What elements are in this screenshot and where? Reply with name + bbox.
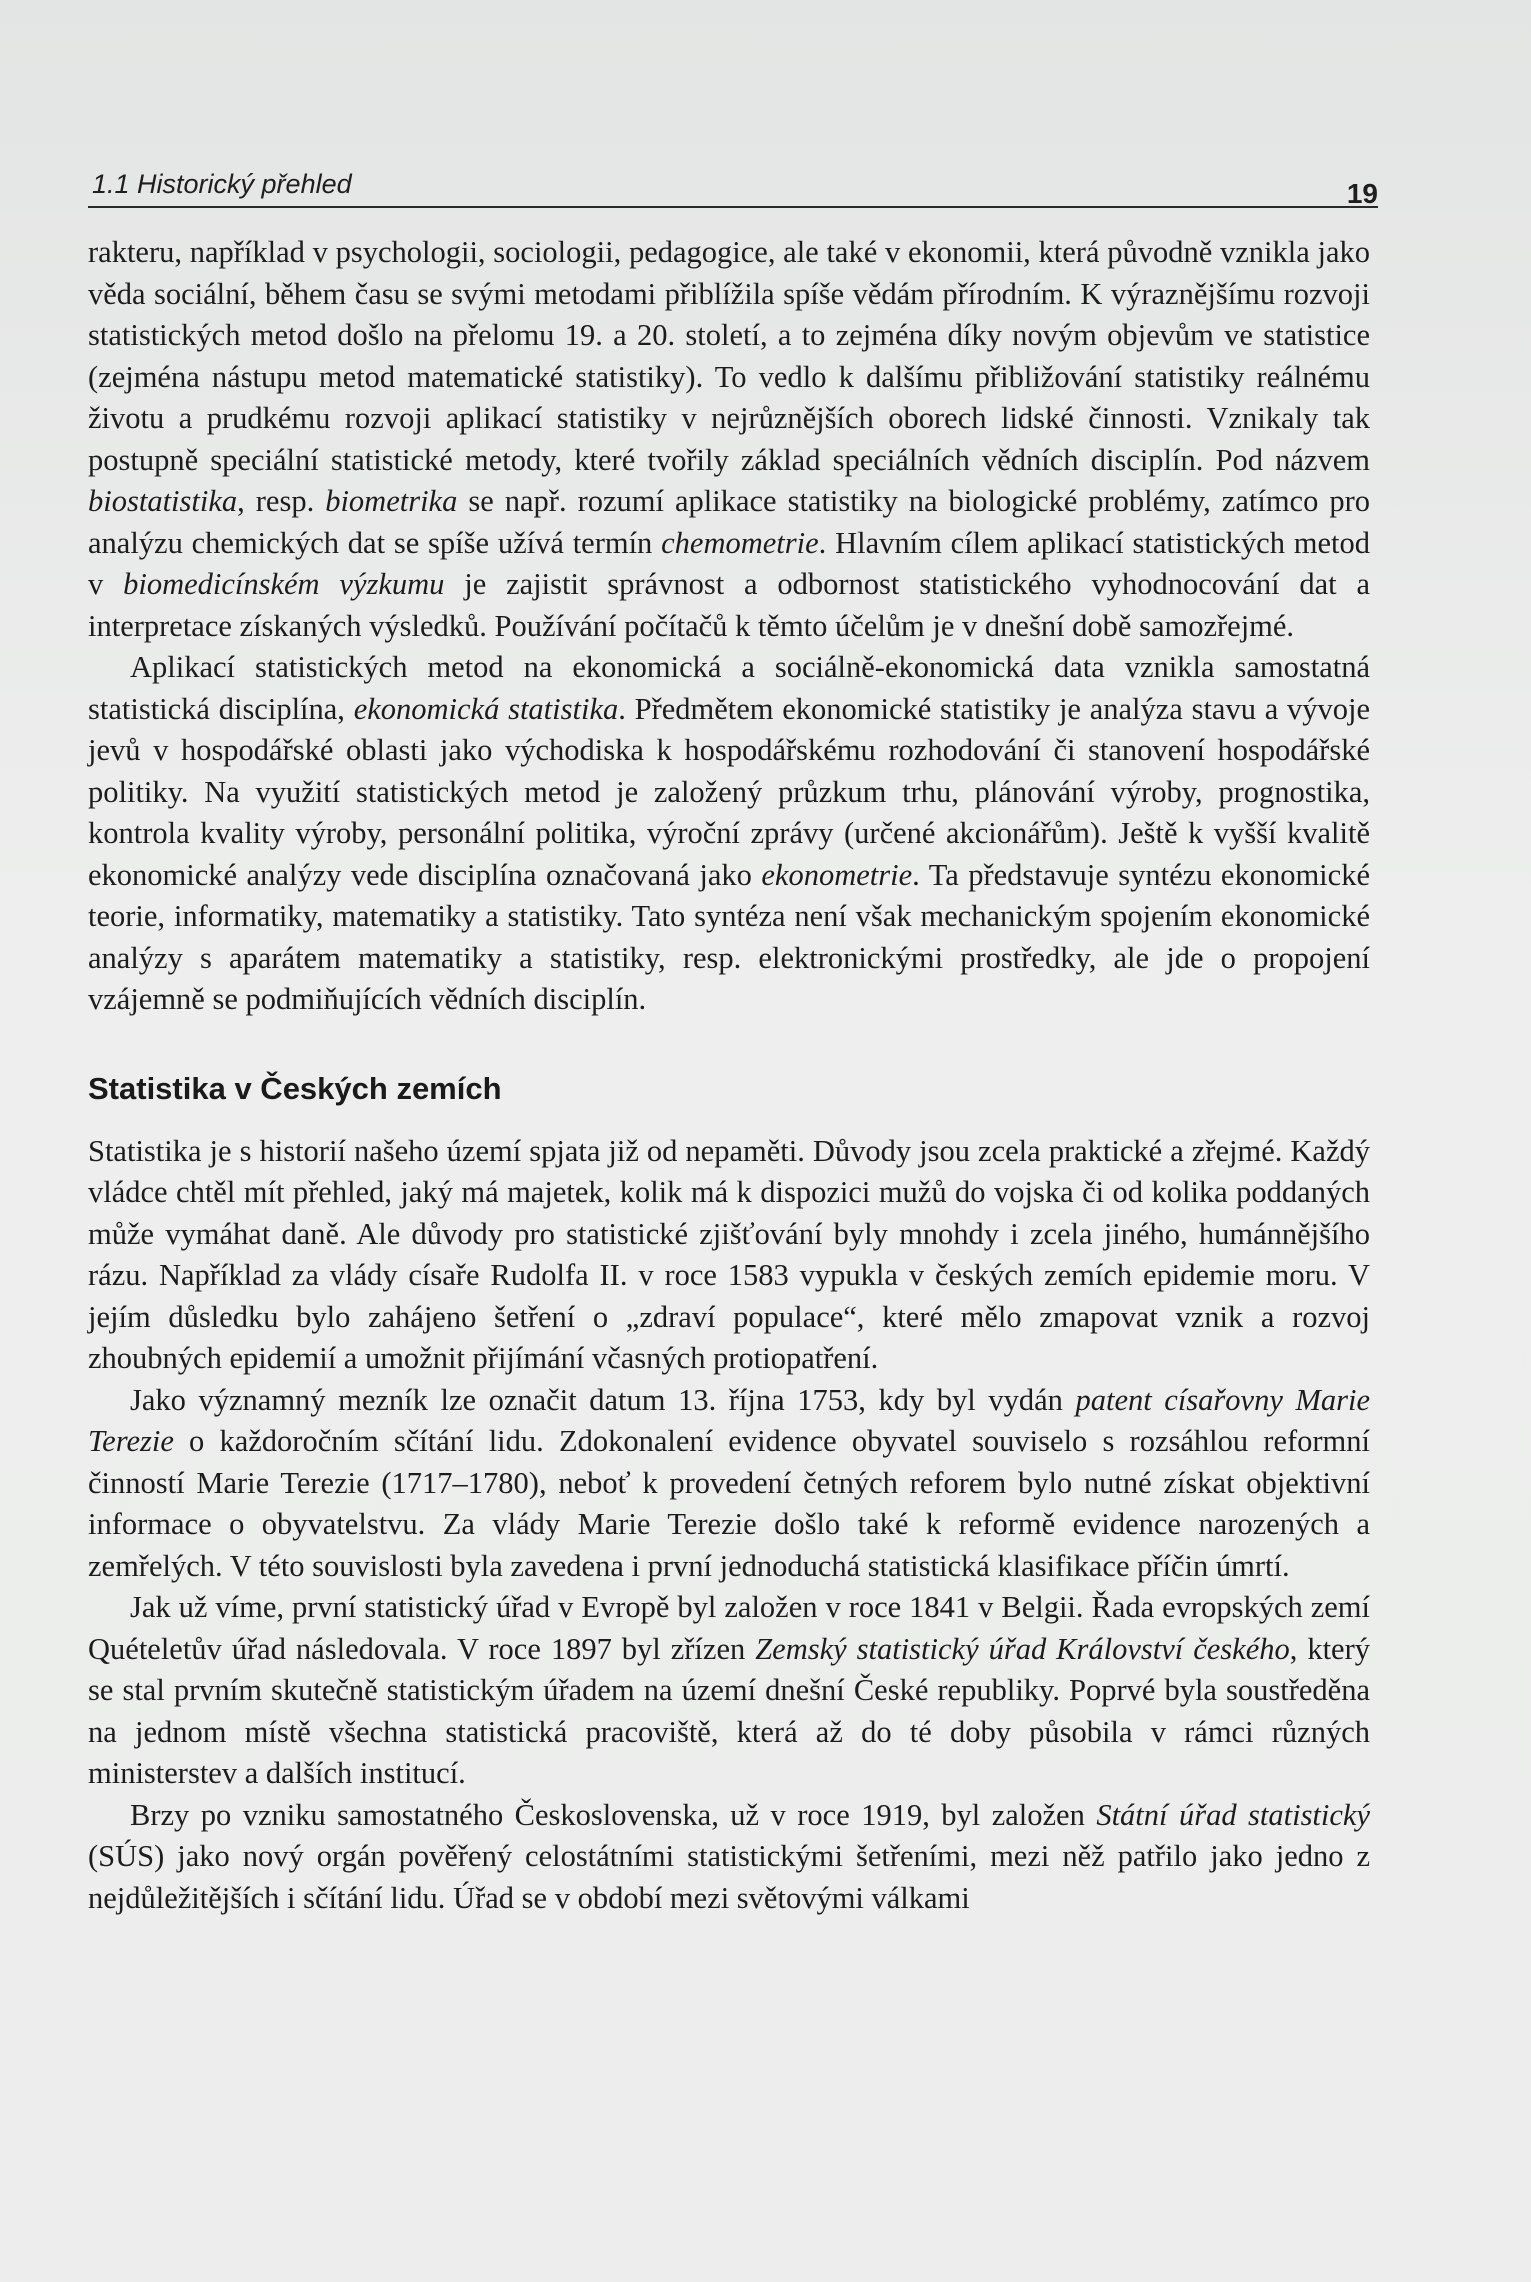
text-run: , který se stal prvním skutečně statistickým úřadem na území dnešní České republiky. Poprvé byla soustředěna na jednom místě všechna statistická pracoviště, která až do té doby působila v rámci různých ministerstev a dalších institucí. [88, 1631, 1370, 1790]
paragraph [88, 647, 1370, 1021]
paragraph [88, 1795, 1370, 1920]
italic-term: Státní úřad statistický [1096, 1797, 1370, 1832]
text-run: o každoročním sčítání lidu. Zdokonalení evidence obyvatel souviselo s rozsáhlou reformní činností Marie Terezie (1717–1780), neboť k provedení četných reforem bylo nutné získat objektivní informace o obyvatelstvu. Za vlády Marie Terezie došlo také k reformě evidence narozených a zemřelých. V této souvislosti byla zavedena i první jednoduchá statistická klasifikace příčin úmrtí. [88, 1424, 1370, 1583]
italic-term: biostatistika [88, 484, 238, 518]
page-number: 19 [1346, 178, 1378, 209]
text-run: , resp. [237, 484, 326, 518]
paragraph [88, 1587, 1370, 1795]
text-run: Statistika je s historií našeho území spjata již od nepaměti. Důvody jsou zcela praktické a zřejmé. Každý vládce chtěl mít přehled, jaký má majetek, kolik má k dispozici mužů do vojska či od kolika poddaných může vymáhat daně. Ale důvody pro statistické zjišťování byly mnohdy i zcela jiného, humánnějšího rázu. Například za vlády císaře Rudolfa II. v roce 1583 vypukla v českých zemích epidemie moru. V jejím důsledku bylo zahájeno šetření o „zdraví populace“, které mělo zmapovat vznik a rozvoj zhoubných epidemií a umožnit přijímání včasných protiopatření. [88, 1133, 1370, 1375]
text-run: Jako významný mezník lze označit datum 13. října 1753, kdy byl vydán [130, 1382, 1076, 1417]
text-run: Aplikací statistických metod na ekonomická a sociálně-ekonomická data vznikla samostatná statistická disciplína, [88, 650, 1370, 726]
italic-term: Zemský statistický úřad Království českého [755, 1631, 1290, 1666]
intro-paragraphs [88, 232, 1370, 1021]
italic-term: chemometrie [661, 525, 819, 560]
italic-term: ekonomická statistika [353, 691, 619, 726]
text-run: je zajistit správnost a odbornost statistického vyhodnocování dat a interpretace získaných výsledků. Používání počítačů k těmto účelům je v dnešní době samozřejmé. [88, 567, 1371, 643]
section-paragraphs [88, 1131, 1370, 1920]
italic-term: biometrika [325, 484, 458, 518]
text-run: . Hlavním cílem aplikací statistických metod v [88, 525, 1370, 601]
text-run: . Předmětem ekonomické statistiky je analýza stavu a vývoje jevů v hospodářské oblasti jako východiska k hospodářskému rozhodování či stanovení hospodářské politiky. Na využití statistických metod je založený průzkum trhu, plánování výroby, prognostika, kontrola kvality výroby, personální politika, výroční zprávy (určené akcionářům). Ještě k vyšší kvalitě ekonomické analýzy vede disciplína označovaná jako [88, 691, 1370, 892]
paragraph [88, 1380, 1370, 1588]
text-run: . Ta představuje syntézu ekonomické teorie, informatiky, matematiky a statistiky. Tato syntéza není však mechanickým spojením ekonomické analýzy s aparátem matematiky a statistiky, resp. elektronickými prostředky, ale jde o propojení vzájemně se podmiňujících vědních disciplín. [88, 857, 1370, 1016]
text-run: se např. rozumí aplikace statistiky na biologické problémy, zatímco pro analýzu chemických dat se spíše užívá termín [88, 484, 1370, 560]
paragraph [88, 1131, 1370, 1380]
text-run: (SÚS) jako nový orgán pověřený celostátními statistickými šetřeními, mezi něž patřilo jako jedno z nejdůležitějších i sčítání lidu. Úřad se v období mezi světovými válkami [88, 1839, 1370, 1915]
text-run: Jak už víme, první statistický úřad v Evropě byl založen v roce 1841 v Belgii. Řada evropských zemí Quételetův úřad následovala. V roce 1897 byl zřízen [88, 1590, 1370, 1666]
italic-term: ekonometrie [761, 857, 913, 892]
running-header [88, 160, 1378, 208]
running-header-title: 1.1 Historický přehled [92, 169, 352, 199]
section-heading: Statistika v Českých zemích [88, 1070, 502, 1106]
italic-term: biomedicínském výzkumu [123, 567, 445, 601]
body-text [88, 232, 1370, 1919]
text-run: rakteru, například v psychologii, sociologii, pedagogice, ale také v ekonomii, která původně vznikla jako věda sociální, během času se svými metodami přiblížila spíše vědám přírodním. K výraznějšímu rozvoji statistických metod došlo na přelomu 19. a 20. století, a to zejména díky novým objevům ve statistice (zejména nástupu metod matematické statistiky). To vedlo k dalšímu přibližování statistiky reálnému životu a prudkému rozvoji aplikací statistiky v nejrůznějších oborech lidské činnosti. Vznikaly tak postupně speciální statistické metody, které tvořily základ speciálních vědních disciplín. Pod názvem [88, 235, 1370, 477]
italic-term: patent císařovny Marie Terezie [88, 1382, 1370, 1458]
paragraph [88, 232, 1370, 647]
text-run: Brzy po vzniku samostatného Československa, už v roce 1919, byl založen [130, 1797, 1097, 1832]
